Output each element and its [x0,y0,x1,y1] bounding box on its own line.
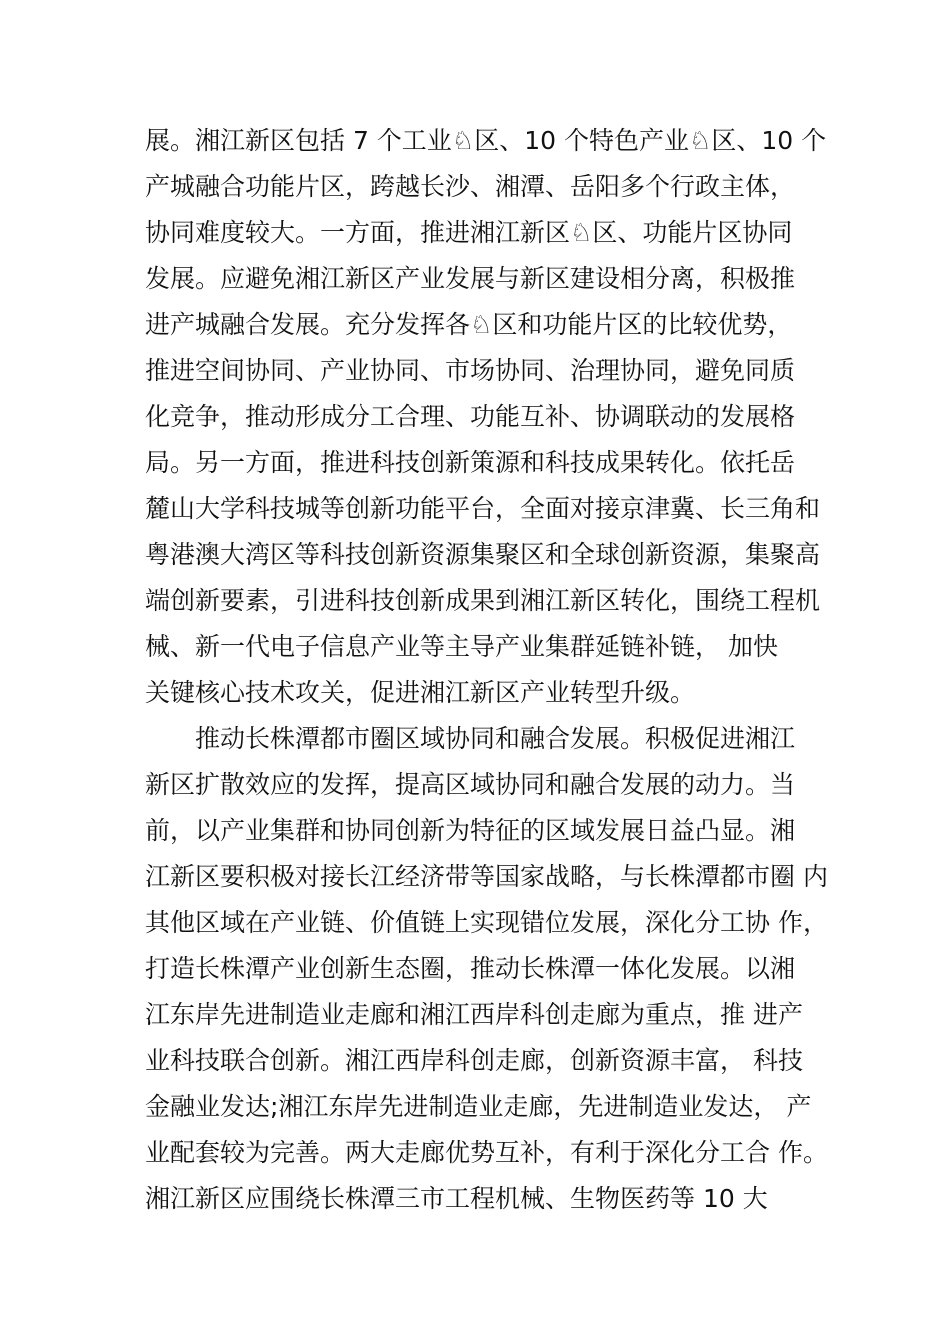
text-line: 端创新要素，引进科技创新成果到湘江新区转化，围绕工程机 [145,586,821,615]
text-line: 金融业发达;湘江东岸先进制造业走廊，先进制造业发达， 产 [145,1092,812,1121]
text-line: 进产城融合发展。充分发挥各♘区和功能片区的比较优势， [145,310,793,339]
text-line: 推动长株潭都市圈区域协同和融合发展。积极促进湘江 [195,724,796,753]
text-line: 麓山大学科技城等创新功能平台，全面对接京津冀、长三角和 [145,494,821,523]
text-line: 打造长株潭产业创新生态圈，推动长株潭一体化发展。以湘 [145,954,796,983]
text-line: 业科技联合创新。湘江西岸科创走廊，创新资源丰富， 科技 [145,1046,803,1075]
paragraph-1 [145,118,845,716]
text-line: 江东岸先进制造业走廊和湘江西岸科创走廊为重点，推 进产 [145,1000,803,1029]
text-line: 前，以产业集群和协同创新为特征的区域发展日益凸显。湘 [145,816,796,845]
text-line: 关键核心技术攻关，促进湘江新区产业转型升级。 [145,678,696,707]
text-line: 其他区域在产业链、价值链上实现错位发展，深化分工协 作， [145,908,828,937]
text-line: 粤港澳大湾区等科技创新资源集聚区和全球创新资源，集聚高 [145,540,821,569]
text-line: 新区扩散效应的发挥，提高区域协同和融合发展的动力。当 [145,770,796,799]
text-line: 江新区要积极对接长江经济带等国家战略，与长株潭都市圈 内 [145,862,828,891]
text-line: 协同难度较大。一方面，推进湘江新区♘区、功能片区协同 [145,218,793,247]
paragraph-2 [145,716,845,1222]
text-line: 推进空间协同、产业协同、市场协同、治理协同，避免同质 [145,356,796,385]
text-line: 展。湘江新区包括 7 个工业♘区、10 个特色产业♘区、10 个 [145,126,827,155]
text-line: 业配套较为完善。两大走廊优势互补，有利于深化分工合 作。 [145,1138,828,1167]
text-line: 产城融合功能片区，跨越长沙、湘潭、岳阳多个行政主体， [145,172,796,201]
text-line: 湘江新区应围绕长株潭三市工程机械、生物医药等 10 大 [145,1184,768,1213]
text-line: 化竞争，推动形成分工合理、功能互补、协调联动的发展格 [145,402,796,431]
text-line: 局。另一方面，推进科技创新策源和科技成果转化。依托岳 [145,448,796,477]
document-body [145,118,845,1222]
text-line: 械、新一代电子信息产业等主导产业集群延链补链， 加快 [145,632,778,661]
text-line: 发展。应避免湘江新区产业发展与新区建设相分离，积极推 [145,264,796,293]
